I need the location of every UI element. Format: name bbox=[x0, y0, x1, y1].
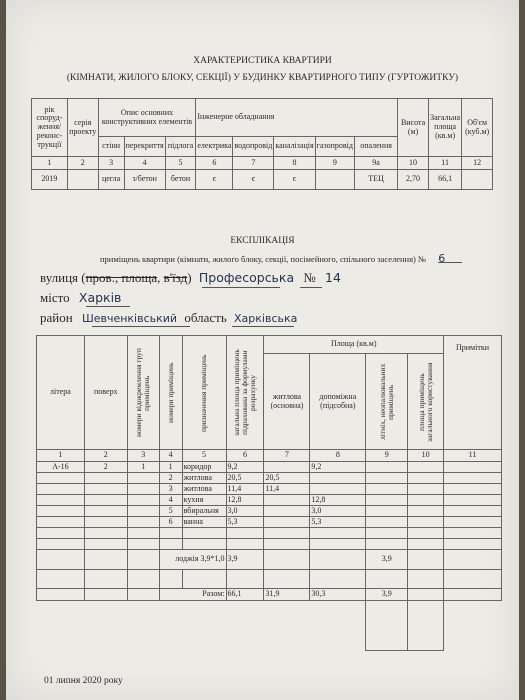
header-heating: опалення bbox=[354, 137, 397, 157]
letter-cell bbox=[37, 539, 85, 550]
sum-label: Разом: bbox=[159, 589, 226, 601]
room-living bbox=[264, 462, 310, 473]
header-living: житлова (основна) bbox=[264, 354, 310, 450]
street-struck-1: пров., площа bbox=[85, 270, 158, 285]
loggia-label: лоджія 3,9*1,0 bbox=[159, 550, 226, 570]
city-line bbox=[40, 290, 121, 306]
num-cell: 9а bbox=[354, 157, 397, 170]
storey-cell bbox=[84, 484, 127, 495]
room-number: 5 bbox=[159, 506, 182, 517]
district-line bbox=[40, 310, 297, 326]
storey-cell bbox=[84, 528, 127, 539]
letter-cell bbox=[37, 589, 85, 601]
room-notes bbox=[444, 484, 502, 495]
blank-cell bbox=[84, 601, 127, 651]
room-common bbox=[408, 473, 444, 484]
letter-cell bbox=[37, 550, 85, 570]
char-title: ХАРАКТЕРИСТИКА КВАРТИРИ bbox=[193, 56, 332, 66]
district-value: Шевченківський bbox=[81, 312, 178, 325]
room-living bbox=[264, 517, 310, 528]
room-number bbox=[159, 539, 182, 550]
district-underline bbox=[92, 326, 190, 327]
street-prefix: вулиця ( bbox=[40, 270, 86, 285]
room-total: 20,5 bbox=[226, 473, 264, 484]
header-total-text: загальна площа приміщень підрахована за формулами розрахунку bbox=[232, 349, 257, 436]
street-comma: , bbox=[157, 270, 161, 285]
room-balcony bbox=[366, 570, 408, 589]
letter-value: А-16 bbox=[37, 462, 85, 473]
header-group bbox=[127, 336, 159, 450]
header-year: рік споруд-ження/ реконс-трукції bbox=[32, 99, 68, 157]
room-balcony bbox=[366, 517, 408, 528]
room-living: 20,5 bbox=[264, 473, 310, 484]
header-gas: газопровід bbox=[315, 137, 354, 157]
room-notes bbox=[444, 550, 502, 570]
num-cell: 10 bbox=[408, 450, 444, 462]
room-balcony bbox=[366, 528, 408, 539]
value-sewer: є bbox=[274, 170, 315, 190]
num-cell: 5 bbox=[182, 450, 226, 462]
header-room-no bbox=[159, 336, 182, 450]
room-living bbox=[264, 539, 310, 550]
room-aux bbox=[310, 473, 366, 484]
header-elements: Опис основних конструктивних елементів bbox=[98, 99, 196, 137]
explication-table bbox=[36, 335, 502, 651]
district-label: район bbox=[40, 310, 73, 325]
header-storey: поверх bbox=[84, 336, 127, 450]
group-cell bbox=[127, 495, 159, 506]
room-number: 2 bbox=[159, 473, 182, 484]
sum-aux: 30,3 bbox=[310, 589, 366, 601]
room-total: 9,2 bbox=[226, 462, 264, 473]
storey-value: 2 bbox=[84, 462, 127, 473]
room-notes bbox=[444, 506, 502, 517]
room-balcony bbox=[366, 473, 408, 484]
room-aux: 12,8 bbox=[310, 495, 366, 506]
room-aux: 3,0 bbox=[310, 506, 366, 517]
num-cell: 6 bbox=[196, 157, 233, 170]
room-number: 3 bbox=[159, 484, 182, 495]
header-floor: підлога bbox=[165, 137, 196, 157]
table-row bbox=[37, 570, 502, 589]
value-walls: цегла bbox=[98, 170, 124, 190]
room-balcony bbox=[366, 539, 408, 550]
blank-cell bbox=[310, 601, 366, 651]
room-name: житлова bbox=[182, 473, 226, 484]
group-cell bbox=[127, 570, 159, 589]
table-row bbox=[37, 462, 502, 473]
value-year: 2019 bbox=[32, 170, 68, 190]
sum-total: 66,1 bbox=[226, 589, 264, 601]
room-aux: 9,2 bbox=[310, 462, 366, 473]
header-balcony-text: літніх, неопалювальних приміщень bbox=[377, 363, 395, 440]
room-common bbox=[408, 462, 444, 473]
room-living bbox=[264, 570, 310, 589]
room-living bbox=[264, 528, 310, 539]
street-underline bbox=[202, 287, 280, 288]
table-row bbox=[37, 601, 502, 651]
street-struck-2: в'їзд bbox=[163, 270, 188, 285]
storey-cell bbox=[84, 539, 127, 550]
num-cell: 8 bbox=[310, 450, 366, 462]
group-value: 1 bbox=[127, 462, 159, 473]
room-notes bbox=[444, 495, 502, 506]
blank-cell bbox=[264, 601, 310, 651]
room-common bbox=[408, 517, 444, 528]
room-common bbox=[408, 601, 444, 651]
header-purpose bbox=[182, 336, 226, 450]
room-balcony bbox=[366, 601, 408, 651]
value-floor: бетон bbox=[165, 170, 196, 190]
room-name: коридор bbox=[182, 462, 226, 473]
blank-cell bbox=[444, 601, 502, 651]
group-cell bbox=[127, 589, 159, 601]
room-name: ванна bbox=[182, 517, 226, 528]
letter-cell bbox=[37, 517, 85, 528]
group-cell bbox=[127, 517, 159, 528]
header-series: серія проекту bbox=[67, 99, 98, 157]
table-row bbox=[37, 484, 502, 495]
num-cell: 7 bbox=[264, 450, 310, 462]
sum-balcony: 3,9 bbox=[366, 589, 408, 601]
num-cell: 9 bbox=[315, 157, 354, 170]
group-cell bbox=[127, 506, 159, 517]
num-cell: 1 bbox=[37, 450, 85, 462]
house-number: 14 bbox=[325, 270, 341, 285]
street-close: ) bbox=[187, 270, 192, 285]
street-line bbox=[40, 270, 341, 286]
oblast-value: Харківська bbox=[234, 312, 298, 325]
storey-cell bbox=[84, 589, 127, 601]
room-notes bbox=[444, 528, 502, 539]
table-row bbox=[37, 473, 502, 484]
num-cell: 4 bbox=[124, 157, 165, 170]
loggia-row bbox=[37, 550, 502, 570]
header-purpose-text: призначення приміщень bbox=[199, 353, 209, 432]
letter-cell bbox=[37, 570, 85, 589]
storey-cell bbox=[84, 517, 127, 528]
blank-cell bbox=[37, 601, 85, 651]
value-height: 2,70 bbox=[398, 170, 429, 190]
expl-title: ЕКСПЛІКАЦІЯ bbox=[230, 236, 295, 246]
storey-cell bbox=[84, 473, 127, 484]
room-total: 11,4 bbox=[226, 484, 264, 495]
room-living bbox=[264, 550, 310, 570]
value-volume bbox=[462, 170, 493, 190]
table-row bbox=[37, 528, 502, 539]
num-cell: 3 bbox=[127, 450, 159, 462]
room-living bbox=[264, 506, 310, 517]
group-cell bbox=[127, 539, 159, 550]
header-notes: Примітки bbox=[444, 336, 502, 450]
group-cell bbox=[127, 528, 159, 539]
room-notes bbox=[444, 473, 502, 484]
header-volume: Об'єм (куб.м) bbox=[462, 99, 493, 157]
storey-cell bbox=[84, 506, 127, 517]
room-common bbox=[408, 570, 444, 589]
header-floors: перекриття bbox=[124, 137, 165, 157]
group-cell bbox=[127, 473, 159, 484]
table-row bbox=[37, 539, 502, 550]
apt-underline bbox=[438, 262, 462, 263]
header-height: Висота (м) bbox=[398, 99, 429, 157]
header-balcony bbox=[366, 354, 408, 450]
oblast-underline bbox=[232, 326, 294, 327]
num-cell: 8 bbox=[274, 157, 315, 170]
value-area: 66,1 bbox=[428, 170, 461, 190]
room-common bbox=[408, 539, 444, 550]
letter-cell bbox=[37, 495, 85, 506]
room-balcony bbox=[366, 462, 408, 473]
document-date: 01 липня 2020 року bbox=[44, 676, 123, 686]
room-name bbox=[182, 570, 226, 589]
header-engineering: Інженерне обладнання bbox=[196, 99, 398, 137]
room-common bbox=[408, 528, 444, 539]
room-aux bbox=[310, 550, 366, 570]
loggia-total: 3,9 bbox=[226, 550, 264, 570]
num-cell: 6 bbox=[226, 450, 264, 462]
num-cell: 7 bbox=[233, 157, 274, 170]
storey-cell bbox=[84, 570, 127, 589]
header-total bbox=[226, 336, 264, 450]
characteristics-table bbox=[31, 98, 493, 190]
group-cell bbox=[127, 484, 159, 495]
header-walls: стіни bbox=[98, 137, 124, 157]
room-total bbox=[226, 528, 264, 539]
blank-cell bbox=[127, 601, 159, 651]
room-total: 3,0 bbox=[226, 506, 264, 517]
header-common bbox=[408, 354, 444, 450]
letter-cell bbox=[37, 506, 85, 517]
apartment-number: 6 bbox=[438, 252, 446, 265]
header-letter: літера bbox=[37, 336, 85, 450]
room-aux bbox=[310, 484, 366, 495]
room-common bbox=[408, 550, 444, 570]
value-electric: є bbox=[196, 170, 233, 190]
value-heating: ТЕЦ bbox=[354, 170, 397, 190]
room-notes bbox=[444, 539, 502, 550]
header-sewer: каналізація bbox=[274, 137, 315, 157]
value-series bbox=[67, 170, 98, 190]
room-notes bbox=[444, 462, 502, 473]
room-number: 1 bbox=[159, 462, 182, 473]
room-aux bbox=[310, 539, 366, 550]
loggia-balcony: 3,9 bbox=[366, 550, 408, 570]
room-number bbox=[159, 528, 182, 539]
room-common bbox=[408, 484, 444, 495]
header-water: водопровід bbox=[233, 137, 274, 157]
num-cell: 11 bbox=[444, 450, 502, 462]
num-cell: 2 bbox=[67, 157, 98, 170]
value-floors: з/бетон bbox=[124, 170, 165, 190]
room-number: 6 bbox=[159, 517, 182, 528]
room-number: 4 bbox=[159, 495, 182, 506]
header-group-text: номери відокремлення груп приміщень bbox=[134, 348, 152, 437]
room-name: кухня bbox=[182, 495, 226, 506]
room-living bbox=[264, 495, 310, 506]
num-cell: 12 bbox=[462, 157, 493, 170]
room-notes bbox=[444, 589, 502, 601]
header-common-text: площа приміщень загального користування bbox=[416, 361, 434, 442]
blank-cell bbox=[159, 601, 182, 651]
num-cell: 2 bbox=[84, 450, 127, 462]
room-name bbox=[182, 528, 226, 539]
room-balcony bbox=[366, 484, 408, 495]
num-cell: 1 bbox=[32, 157, 68, 170]
header-aux: допоміжна (підсобна) bbox=[310, 354, 366, 450]
room-name: вбиральня bbox=[182, 506, 226, 517]
expl-subtitle-text: приміщень квартири (кімнати, жилого блоку, секції, посімейного, спільного заселення) № bbox=[100, 254, 427, 264]
num-cell: 5 bbox=[165, 157, 196, 170]
city-value: Харків bbox=[78, 290, 122, 305]
room-aux bbox=[310, 570, 366, 589]
room-notes bbox=[444, 570, 502, 589]
num-cell: 3 bbox=[98, 157, 124, 170]
sum-living: 31,9 bbox=[264, 589, 310, 601]
table-row bbox=[37, 517, 502, 528]
group-cell bbox=[127, 550, 159, 570]
room-balcony bbox=[366, 506, 408, 517]
room-common bbox=[408, 506, 444, 517]
num-cell: 10 bbox=[398, 157, 429, 170]
room-common bbox=[408, 495, 444, 506]
room-total: 12,8 bbox=[226, 495, 264, 506]
header-area: Площа (кв.м) bbox=[264, 336, 444, 354]
num-cell: 4 bbox=[159, 450, 182, 462]
storey-cell bbox=[84, 550, 127, 570]
room-total: 5,3 bbox=[226, 517, 264, 528]
room-total bbox=[226, 570, 264, 589]
room-balcony bbox=[366, 495, 408, 506]
house-underline bbox=[300, 287, 322, 288]
num-cell: 9 bbox=[366, 450, 408, 462]
room-name: житлова bbox=[182, 484, 226, 495]
blank-cell bbox=[182, 601, 226, 651]
room-aux bbox=[310, 528, 366, 539]
room-aux: 5,3 bbox=[310, 517, 366, 528]
expl-subtitle bbox=[100, 252, 445, 265]
letter-cell bbox=[37, 484, 85, 495]
num-cell: 11 bbox=[428, 157, 461, 170]
room-common bbox=[408, 589, 444, 601]
header-room-no-text: номери приміщень bbox=[165, 362, 175, 423]
table-row bbox=[37, 506, 502, 517]
value-water: є bbox=[233, 170, 274, 190]
room-notes bbox=[444, 517, 502, 528]
sum-row bbox=[37, 589, 502, 601]
value-gas bbox=[315, 170, 354, 190]
street-value: Професорська bbox=[198, 270, 295, 285]
room-living: 11,4 bbox=[264, 484, 310, 495]
char-subtitle: (КІМНАТИ, ЖИЛОГО БЛОКУ, СЕКЦІЇ) У БУДИНКУ КВАРТИРНОГО ТИПУ (ГУРТОЖИТКУ) bbox=[66, 73, 459, 83]
room-total bbox=[226, 539, 264, 550]
document-sheet bbox=[6, 0, 519, 700]
letter-cell bbox=[37, 528, 85, 539]
city-label: місто bbox=[40, 290, 70, 305]
room-number bbox=[159, 570, 182, 589]
house-no-label: № bbox=[303, 270, 316, 285]
header-area: Загальна площа (кв.м) bbox=[428, 99, 461, 157]
storey-cell bbox=[84, 495, 127, 506]
header-electric: електрика bbox=[196, 137, 233, 157]
city-underline bbox=[86, 306, 130, 307]
table-row bbox=[37, 495, 502, 506]
room-name bbox=[182, 539, 226, 550]
letter-cell bbox=[37, 473, 85, 484]
blank-cell bbox=[226, 601, 264, 651]
oblast-label: область bbox=[184, 310, 227, 325]
